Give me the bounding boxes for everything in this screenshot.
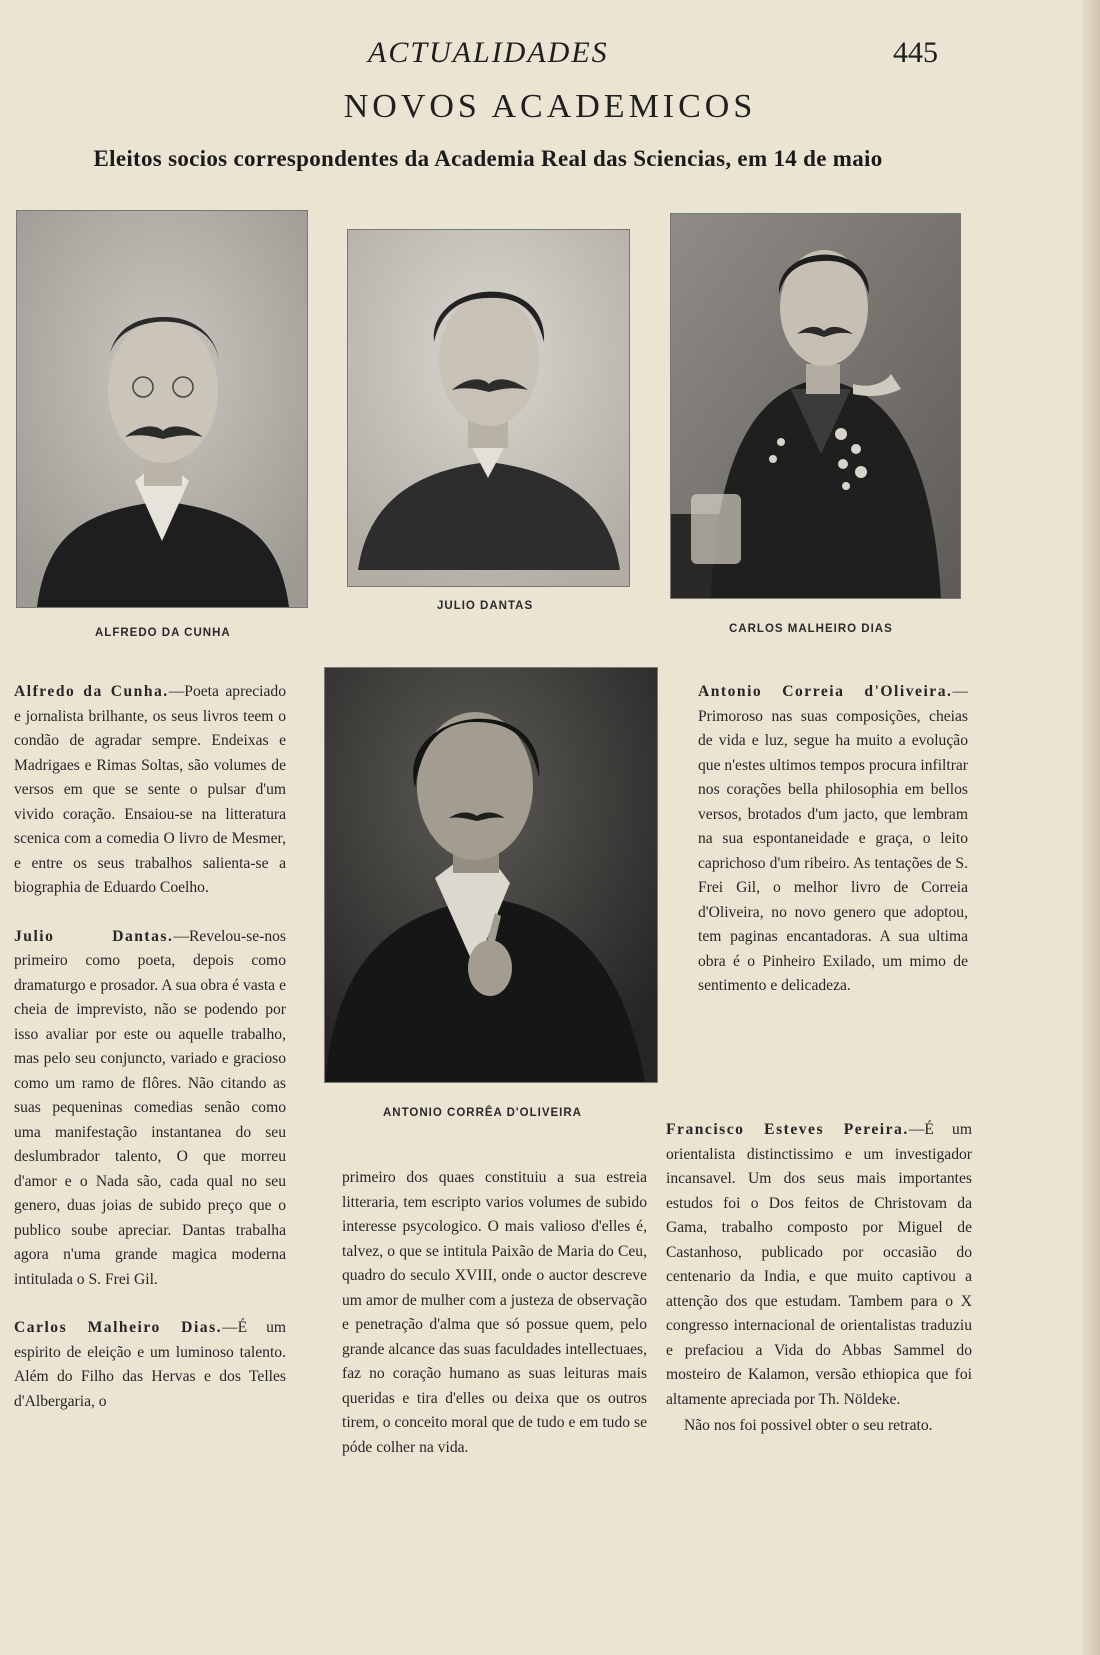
- caption-carlos-malheiro-dias: CARLOS MALHEIRO DIAS: [729, 623, 893, 635]
- entry-text: —Poeta apreciado e jornalista brilhante, os seus livros teem o condão de agradar sempre. Endeixas e Madrigaes e Rimas Soltas, são volumes de versos em que se sente o pulsar d'um vivido coração. Ensaiou-se na litteratura scenica com a comedia O livro de Mesmer, e entre os seus trabalhos salienta-se a biographia de Eduardo Coelho.: [14, 683, 286, 896]
- entry-alfredo-da-cunha: [14, 680, 286, 901]
- portrait-carlos-malheiro-dias: [670, 213, 961, 599]
- page-number: 445: [893, 36, 938, 69]
- entry-no-portrait-note: [666, 1414, 972, 1439]
- running-head: [0, 36, 1100, 76]
- entry-name: Alfredo da Cunha.: [14, 683, 169, 700]
- entry-name: Carlos Malheiro Dias.: [14, 1319, 223, 1336]
- subhead: Eleitos socios correspondentes da Academia Real das Sciencias, em 14 de maio: [93, 146, 883, 171]
- caption-antonio-correa-doliveira: ANTONIO CORRÊA D'OLIVEIRA: [383, 1107, 582, 1119]
- column-right: [698, 680, 968, 1023]
- entry-francisco-esteves-pereira: [666, 1118, 972, 1412]
- entry-continuation: [342, 1166, 647, 1460]
- entry-text: —Revelou-se-nos primeiro como poeta, depois como dramaturgo e prosador. A sua obra é vasta e cheia de imprevisto, não se podendo por isso avaliar por este ou aquelle trabalho, mas pelo seu conjuncto, variado e gracioso como um ramo de flôres. Não citando as suas pequeninas comedias senão como uma manifestação instantanea do seu deslumbrador talento, O que morreu d'amor e o Nada são, cada qual no seu genero, duas joias de subido preço que o publico soube apreciar. Dantas trabalha agora n'uma grande magica moderna intitulada o S. Frei Gil.: [14, 927, 286, 1288]
- entry-text: —É um orientalista distinctissimo e um investigador incansavel. Um dos seus mais importantes estudos foi o Dos feitos de Christovam da Gama, trabalho composto por Miguel de Castanhoso, publicado por occasião do centenario da India, e que muito captivou a attenção dos que estudam. Tambem para o X congresso internacional de orientalistas traduziu e prefaciou a Vida do Abbas Sammel do mosteiro de Kalamon, versão ethiopica que foi altamente apreciada por Th. Nöldeke.: [666, 1121, 972, 1408]
- running-title: ACTUALIDADES: [368, 36, 609, 69]
- entry-carlos-malheiro-dias: [14, 1316, 286, 1414]
- entry-name: Julio Dantas.: [14, 927, 174, 945]
- column-middle: [342, 1166, 647, 1484]
- entry-text: — Primoroso nas suas composições, cheias de vida e luz, segue ha muito a evolução que n'estes ultimos tempos procura infiltrar nos corações bella philosophia em bellos versos, brotados d'um jacto, que lembram na sua espontaneidade e graça, o leito caprichoso d'um ribeiro. As tentações de S. Frei Gil, o melhor livro de Correia d'Oliveira, no novo genero que adoptou, tem paginas encantadoras. A sua ultima obra é o Pinheiro Exilado, um mimo de sentimento e delicadeza.: [698, 683, 969, 994]
- headline: NOVOS ACADEMICOS: [343, 88, 757, 125]
- column-right-lower: [666, 1118, 972, 1463]
- entry-text: —É um espirito de eleição e um luminoso talento. Além do Filho das Hervas e dos Telles d'Albergaria, o: [14, 1319, 286, 1410]
- portrait-julio-dantas: [347, 229, 630, 587]
- entry-name: Antonio Correia d'Oliveira.: [698, 683, 953, 700]
- entry-text: primeiro dos quaes constituiu a sua estreia litteraria, tem escripto varios volumes de subido interesse psycologico. O mais valioso d'elles é, talvez, o que se intitula Paixão de Maria do Ceu, quadro do seculo XVIII, onde o auctor descreve um amor de mulher com a justeza de observação e penetração d'alma que só possue quem, pelo grande alcance das suas faculdades intellectuaes, faz no coração humano as suas leituras mais queridas e tira d'elles ou deixa que os outros tirem, o conceito moral que de tudo e em tudo se póde colher na vida.: [342, 1169, 647, 1456]
- entry-julio-dantas: [14, 925, 286, 1293]
- portrait-antonio-correa-doliveira: [324, 667, 658, 1083]
- entry-antonio-correia-doliveira: [698, 680, 968, 999]
- page-edge: [1082, 0, 1100, 1655]
- entry-name: Francisco Esteves Pereira.: [666, 1121, 909, 1138]
- caption-alfredo-da-cunha: ALFREDO DA CUNHA: [95, 627, 231, 639]
- entry-text: Não nos foi possivel obter o seu retrato.: [684, 1417, 933, 1434]
- column-left: [14, 680, 286, 1438]
- caption-julio-dantas: JULIO DANTAS: [437, 600, 534, 612]
- portrait-alfredo-da-cunha: [16, 210, 308, 608]
